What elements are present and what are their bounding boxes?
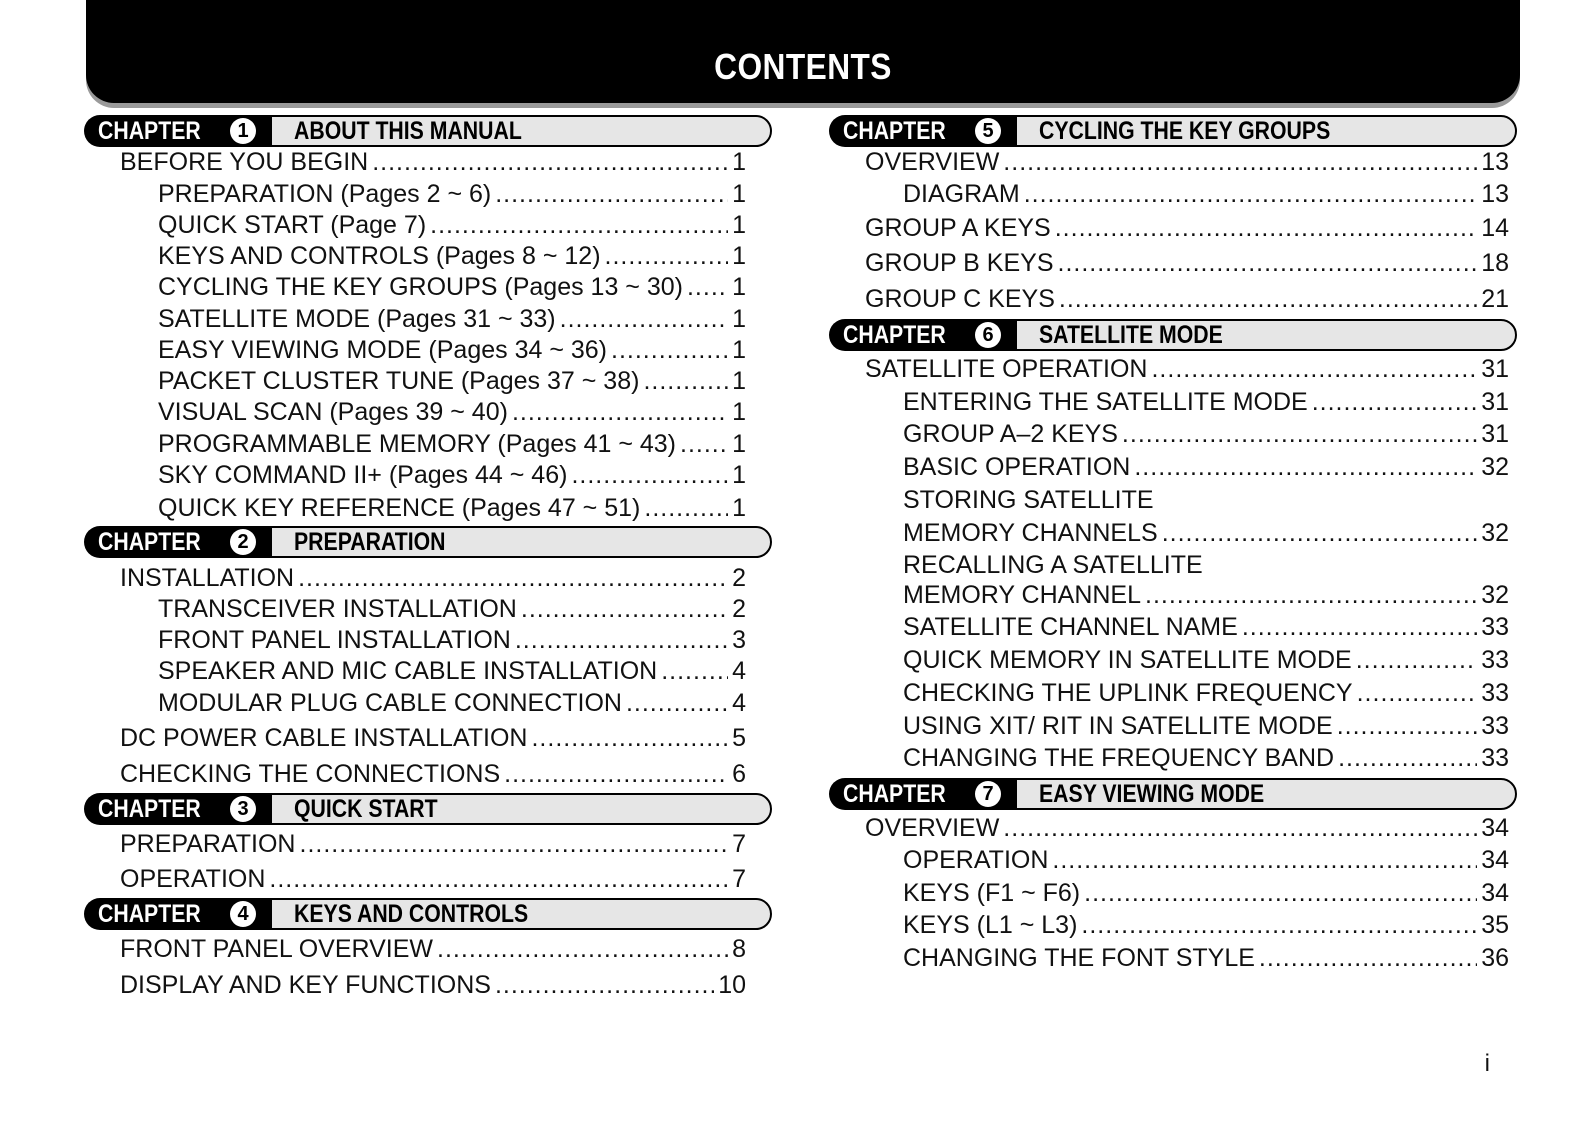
chapter-title: EASY VIEWING MODE <box>1039 780 1265 808</box>
toc-entry-preparation-pages[interactable]: PREPARATION (Pages 2 ~ 6) ..... 1 <box>158 179 746 209</box>
toc-entry-storing-satellite-memory[interactable]: MEMORY CHANNELS ..... 32 <box>903 518 1509 548</box>
toc-entry-changing-frequency-band[interactable]: CHANGING THE FREQUENCY BAND ..... 33 <box>903 743 1509 773</box>
toc-entry-quick-memory-satellite[interactable]: QUICK MEMORY IN SATELLITE MODE ..... 33 <box>903 645 1509 675</box>
toc-entry-overview-ch7[interactable]: OVERVIEW ..... 34 <box>865 813 1509 843</box>
chapter-6-heading[interactable] <box>829 319 1517 351</box>
toc-entry-checking-uplink-frequency[interactable]: CHECKING THE UPLINK FREQUENCY ..... 33 <box>903 678 1509 708</box>
chapter-number-badge: 1 <box>230 118 256 144</box>
chapter-number-badge: 5 <box>975 118 1001 144</box>
chapter-2-heading[interactable] <box>84 526 772 558</box>
toc-entry-quick-key-reference-pages[interactable]: QUICK KEY REFERENCE (Pages 47 ~ 51) ..... 1 <box>158 493 746 523</box>
chapter-number-badge: 2 <box>230 529 256 555</box>
chapter-label: CHAPTER <box>843 117 946 145</box>
toc-entry-speaker-mic-cable[interactable]: SPEAKER AND MIC CABLE INSTALLATION ..... 4 <box>158 656 746 686</box>
toc-entry-installation[interactable]: INSTALLATION ..... 2 <box>120 563 746 593</box>
chapter-title: PREPARATION <box>294 528 446 556</box>
chapter-4-heading[interactable] <box>84 898 772 930</box>
toc-entry-changing-font-style[interactable]: CHANGING THE FONT STYLE ..... 36 <box>903 943 1509 973</box>
chapter-number-badge: 4 <box>230 901 256 927</box>
toc-entry-diagram[interactable]: DIAGRAM ..... 13 <box>903 179 1509 209</box>
toc-entry-front-panel-installation[interactable]: FRONT PANEL INSTALLATION ..... 3 <box>158 625 746 655</box>
toc-entry-operation-ch7[interactable]: OPERATION ..... 34 <box>903 845 1509 875</box>
page-title: CONTENTS <box>714 46 892 87</box>
toc-entry-group-b-keys[interactable]: GROUP B KEYS ..... 18 <box>865 248 1509 278</box>
toc-entry-group-c-keys[interactable]: GROUP C KEYS ..... 21 <box>865 284 1509 314</box>
toc-entry-checking-connections[interactable]: CHECKING THE CONNECTIONS ..... 6 <box>120 759 746 789</box>
toc-entry-display-key-functions[interactable]: DISPLAY AND KEY FUNCTIONS ..... 10 <box>120 970 746 1000</box>
toc-entry-overview-ch5[interactable]: OVERVIEW ..... 13 <box>865 147 1509 177</box>
chapter-label: CHAPTER <box>98 795 201 823</box>
chapter-number-badge: 6 <box>975 322 1001 348</box>
chapter-3-heading[interactable] <box>84 793 772 825</box>
toc-entry-keys-l1-l3[interactable]: KEYS (L1 ~ L3) ..... 35 <box>903 910 1509 940</box>
toc-entry-transceiver-installation[interactable]: TRANSCEIVER INSTALLATION ..... 2 <box>158 594 746 624</box>
toc-entry-recalling-memory-channel[interactable]: MEMORY CHANNEL ..... 32 <box>903 580 1509 610</box>
chapter-1-heading[interactable] <box>84 115 772 147</box>
toc-entry-keys-controls-pages[interactable]: KEYS AND CONTROLS (Pages 8 ~ 12) ..... 1 <box>158 241 746 271</box>
chapter-label: CHAPTER <box>843 780 946 808</box>
chapter-label: CHAPTER <box>98 900 201 928</box>
toc-entry-programmable-memory-pages[interactable]: PROGRAMMABLE MEMORY (Pages 41 ~ 43) ..... 1 <box>158 429 746 459</box>
contents-header-bar <box>86 0 1520 103</box>
toc-entry-front-panel-overview[interactable]: FRONT PANEL OVERVIEW ..... 8 <box>120 934 746 964</box>
toc-entry-entering-satellite-mode[interactable]: ENTERING THE SATELLITE MODE ..... 31 <box>903 387 1509 417</box>
chapter-title: SATELLITE MODE <box>1039 321 1223 349</box>
chapter-label: CHAPTER <box>98 117 201 145</box>
toc-entry-group-a2-keys[interactable]: GROUP A–2 KEYS ..... 31 <box>903 419 1509 449</box>
chapter-number-badge: 3 <box>230 796 256 822</box>
toc-entry-quick-start-page[interactable]: QUICK START (Page 7) ..... 1 <box>158 210 746 240</box>
toc-entry-easy-viewing-pages[interactable]: EASY VIEWING MODE (Pages 34 ~ 36) ..... 1 <box>158 335 746 365</box>
chapter-5-heading[interactable] <box>829 115 1517 147</box>
page-number: i <box>1484 1050 1490 1077</box>
toc-entry-preparation[interactable]: PREPARATION ..... 7 <box>120 829 746 859</box>
toc-entry-visual-scan-pages[interactable]: VISUAL SCAN (Pages 39 ~ 40) ..... 1 <box>158 397 746 427</box>
toc-entry-basic-operation[interactable]: BASIC OPERATION ..... 32 <box>903 452 1509 482</box>
chapter-label: CHAPTER <box>843 321 946 349</box>
toc-entry-sky-command-pages[interactable]: SKY COMMAND II+ (Pages 44 ~ 46) ..... 1 <box>158 460 746 490</box>
chapter-number-badge: 7 <box>975 781 1001 807</box>
toc-entry-storing-satellite-line1: STORING SATELLITE <box>903 486 1154 514</box>
chapter-title: ABOUT THIS MANUAL <box>294 117 522 145</box>
toc-entry-satellite-channel-name[interactable]: SATELLITE CHANNEL NAME ..... 33 <box>903 612 1509 642</box>
toc-entry-dc-power-cable[interactable]: DC POWER CABLE INSTALLATION ..... 5 <box>120 723 746 753</box>
toc-entry-using-xit-rit[interactable]: USING XIT/ RIT IN SATELLITE MODE ..... 33 <box>903 711 1509 741</box>
toc-entry-satellite-operation[interactable]: SATELLITE OPERATION ..... 31 <box>865 354 1509 384</box>
toc-entry-satellite-mode-pages[interactable]: SATELLITE MODE (Pages 31 ~ 33) ..... 1 <box>158 304 746 334</box>
toc-entry-operation[interactable]: OPERATION ..... 7 <box>120 864 746 894</box>
toc-entry-recalling-satellite-line1: RECALLING A SATELLITE <box>903 551 1203 579</box>
chapter-title: QUICK START <box>294 795 438 823</box>
toc-entry-keys-f1-f6[interactable]: KEYS (F1 ~ F6) ..... 34 <box>903 878 1509 908</box>
toc-entry-packet-cluster-pages[interactable]: PACKET CLUSTER TUNE (Pages 37 ~ 38) ..... 1 <box>158 366 746 396</box>
toc-entry-modular-plug-cable[interactable]: MODULAR PLUG CABLE CONNECTION ..... 4 <box>158 688 746 718</box>
chapter-title: CYCLING THE KEY GROUPS <box>1039 117 1331 145</box>
chapter-7-heading[interactable] <box>829 778 1517 810</box>
toc-entry-cycling-key-groups-pages[interactable]: CYCLING THE KEY GROUPS (Pages 13 ~ 30) ..... 1 <box>158 272 746 302</box>
toc-entry-before-you-begin[interactable]: BEFORE YOU BEGIN ..... 1 <box>120 147 746 177</box>
chapter-label: CHAPTER <box>98 528 201 556</box>
chapter-title: KEYS AND CONTROLS <box>294 900 529 928</box>
toc-entry-group-a-keys[interactable]: GROUP A KEYS ..... 14 <box>865 213 1509 243</box>
